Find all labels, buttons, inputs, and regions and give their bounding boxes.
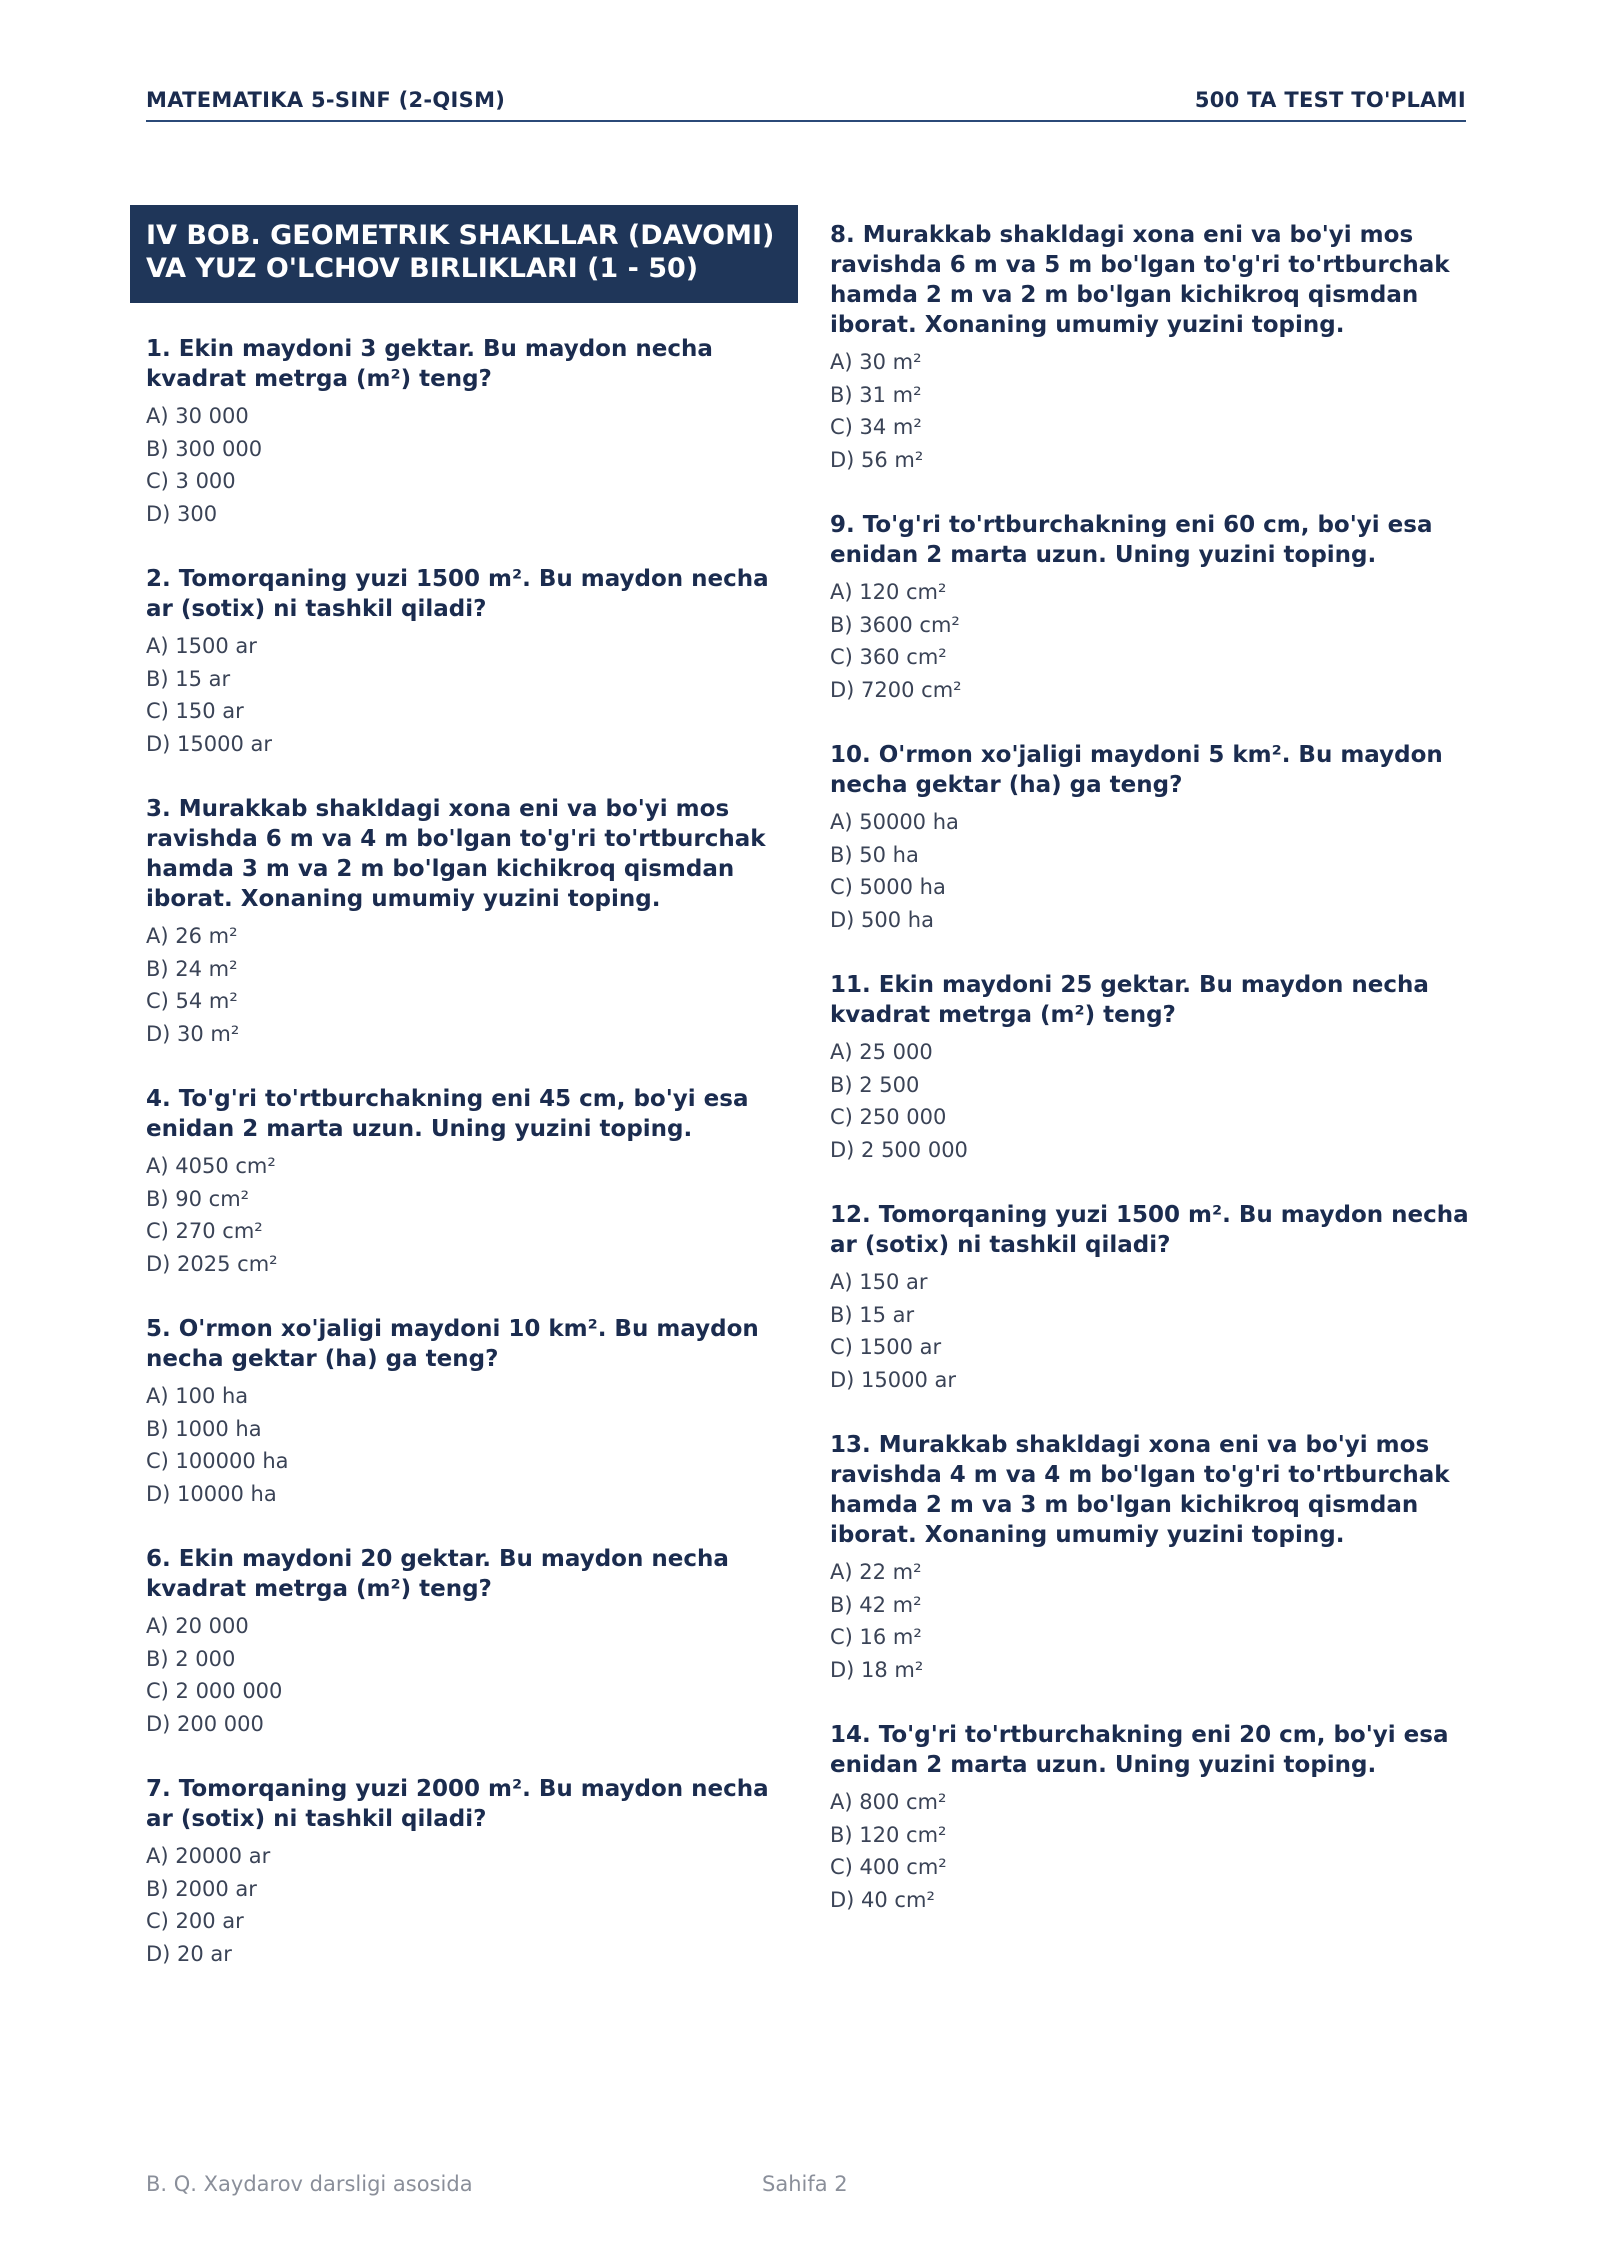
- option-a: A) 150 ar: [830, 1270, 928, 1294]
- question-text: 2. Tomorqaning yuzi 1500 m². Bu maydon necha ar (sotix) ni tashkil qiladi?: [146, 566, 769, 622]
- option-d: D) 2 500 000: [830, 1137, 968, 1162]
- question-text: 1. Ekin maydoni 3 gektar. Bu maydon necha kvadrat metrga (m²) teng?: [146, 336, 713, 392]
- option-b: B) 2000 ar: [146, 1876, 257, 1901]
- option-c: C) 270 cm²: [146, 1219, 263, 1243]
- option-b: B) 42 m²: [830, 1592, 922, 1617]
- option-a: A) 30 000: [146, 404, 249, 428]
- chapter-heading-line-2: VA YUZ O'LCHOV BIRLIKLARI (1 - 50): [146, 253, 699, 284]
- option-b: B) 15 ar: [830, 1302, 915, 1327]
- question-text: 11. Ekin maydoni 25 gektar. Bu maydon necha kvadrat metrga (m²) teng?: [830, 972, 1429, 1028]
- question-text: 3. Murakkab shakldagi xona eni va bo'yi mos ravishda 6 m va 4 m bo'lgan to'g'ri to'rtburchak hamda 3 m va 2 m bo'lgan kichikroq qismdan iborat. Xonaning umumiy yuzini toping.: [146, 796, 766, 912]
- question-text: 13. Murakkab shakldagi xona eni va bo'yi mos ravishda 4 m va 4 m bo'lgan to'g'ri to'rtburchak hamda 2 m va 3 m bo'lgan kichikroq qismdan iborat. Xonaning umumiy yuzini toping.: [830, 1432, 1450, 1548]
- option-c: C) 250 000: [830, 1105, 947, 1129]
- question-7: [146, 1774, 796, 1970]
- option-d: D) 40 cm²: [830, 1887, 935, 1912]
- option-b: B) 300 000: [146, 436, 263, 461]
- option-b: B) 1000 ha: [146, 1416, 262, 1441]
- option-a: A) 20000 ar: [146, 1844, 271, 1868]
- option-d: D) 7200 cm²: [830, 677, 962, 702]
- option-d: D) 10000 ha: [146, 1481, 277, 1506]
- question-11: [830, 970, 1480, 1166]
- option-a: A) 1500 ar: [146, 634, 257, 658]
- question-text: 10. O'rmon xo'jaligi maydoni 5 km². Bu maydon necha gektar (ha) ga teng?: [830, 742, 1443, 798]
- option-b: B) 50 ha: [830, 842, 919, 867]
- option-b: B) 15 ar: [146, 666, 231, 691]
- option-a: A) 20 000: [146, 1614, 249, 1638]
- header-title-right: 500 TA TEST TO'PLAMI: [1194, 88, 1466, 112]
- question-6: [146, 1544, 796, 1740]
- option-c: C) 360 cm²: [830, 645, 947, 669]
- option-b: B) 2 500: [830, 1072, 920, 1097]
- question-text: 7. Tomorqaning yuzi 2000 m². Bu maydon necha ar (sotix) ni tashkil qiladi?: [146, 1776, 769, 1832]
- option-c: C) 3 000: [146, 469, 236, 493]
- question-text: 6. Ekin maydoni 20 gektar. Bu maydon necha kvadrat metrga (m²) teng?: [146, 1546, 729, 1602]
- option-c: C) 16 m²: [830, 1625, 922, 1649]
- chapter-heading-line-1: IV BOB. GEOMETRIK SHAKLLAR (DAVOMI): [146, 220, 775, 251]
- question-8: [830, 220, 1480, 476]
- chapter-heading: [130, 205, 798, 303]
- option-a: A) 4050 cm²: [146, 1154, 276, 1178]
- question-text: 4. To'g'ri to'rtburchakning eni 45 cm, bo'yi esa enidan 2 marta uzun. Uning yuzini toping.: [146, 1086, 749, 1142]
- question-13: [830, 1430, 1480, 1686]
- footer-page-number: Sahifa 2: [762, 2172, 848, 2196]
- option-d: D) 15000 ar: [146, 731, 273, 756]
- option-b: B) 90 cm²: [146, 1186, 250, 1211]
- option-a: A) 30 m²: [830, 350, 922, 374]
- option-b: B) 3600 cm²: [830, 612, 960, 637]
- question-text: 12. Tomorqaning yuzi 1500 m². Bu maydon necha ar (sotix) ni tashkil qiladi?: [830, 1202, 1469, 1258]
- option-d: D) 20 ar: [146, 1941, 232, 1966]
- option-d: D) 18 m²: [830, 1657, 924, 1682]
- question-text: 14. To'g'ri to'rtburchakning eni 20 cm, bo'yi esa enidan 2 marta uzun. Uning yuzini toping.: [830, 1722, 1449, 1778]
- option-b: B) 120 cm²: [830, 1822, 947, 1847]
- question-14: [830, 1720, 1480, 1916]
- question-text: 8. Murakkab shakldagi xona eni va bo'yi mos ravishda 6 m va 5 m bo'lgan to'g'ri to'rtburchak hamda 2 m va 2 m bo'lgan kichikroq qismdan iborat. Xonaning umumiy yuzini toping.: [830, 222, 1450, 338]
- question-9: [830, 510, 1480, 706]
- question-text: 9. To'g'ri to'rtburchakning eni 60 cm, bo'yi esa enidan 2 marta uzun. Uning yuzini toping.: [830, 512, 1433, 568]
- option-d: D) 300: [146, 501, 218, 526]
- option-a: A) 50000 ha: [830, 810, 959, 834]
- option-a: A) 120 cm²: [830, 580, 947, 604]
- question-12: [830, 1200, 1480, 1396]
- option-a: A) 100 ha: [146, 1384, 249, 1408]
- option-c: C) 5000 ha: [830, 875, 946, 899]
- option-c: C) 2 000 000: [146, 1679, 283, 1703]
- page-header: [146, 86, 1466, 122]
- option-a: A) 22 m²: [830, 1560, 922, 1584]
- option-d: D) 30 m²: [146, 1021, 240, 1046]
- option-c: C) 150 ar: [146, 699, 244, 723]
- option-d: D) 2025 cm²: [146, 1251, 278, 1276]
- option-a: A) 800 cm²: [830, 1790, 947, 1814]
- option-d: D) 500 ha: [830, 907, 934, 932]
- footer-author: B. Q. Xaydarov darsligi asosida: [146, 2172, 473, 2196]
- option-b: B) 31 m²: [830, 382, 922, 407]
- question-10: [830, 740, 1480, 936]
- option-d: D) 56 m²: [830, 447, 924, 472]
- question-3: [146, 794, 796, 1050]
- option-a: A) 26 m²: [146, 924, 238, 948]
- question-2: [146, 564, 796, 760]
- option-c: C) 400 cm²: [830, 1855, 947, 1879]
- option-a: A) 25 000: [830, 1040, 933, 1064]
- option-c: C) 34 m²: [830, 415, 922, 439]
- question-5: [146, 1314, 796, 1510]
- question-text: 5. O'rmon xo'jaligi maydoni 10 km². Bu maydon necha gektar (ha) ga teng?: [146, 1316, 759, 1372]
- option-c: C) 200 ar: [146, 1909, 244, 1933]
- option-b: B) 2 000: [146, 1646, 236, 1671]
- option-b: B) 24 m²: [146, 956, 238, 981]
- option-c: C) 100000 ha: [146, 1449, 289, 1473]
- question-1: [146, 334, 796, 530]
- option-c: C) 1500 ar: [830, 1335, 942, 1359]
- option-d: D) 200 000: [146, 1711, 264, 1736]
- header-title-left: MATEMATIKA 5-SINF (2-QISM): [146, 88, 506, 112]
- option-c: C) 54 m²: [146, 989, 238, 1013]
- question-4: [146, 1084, 796, 1280]
- option-d: D) 15000 ar: [830, 1367, 957, 1392]
